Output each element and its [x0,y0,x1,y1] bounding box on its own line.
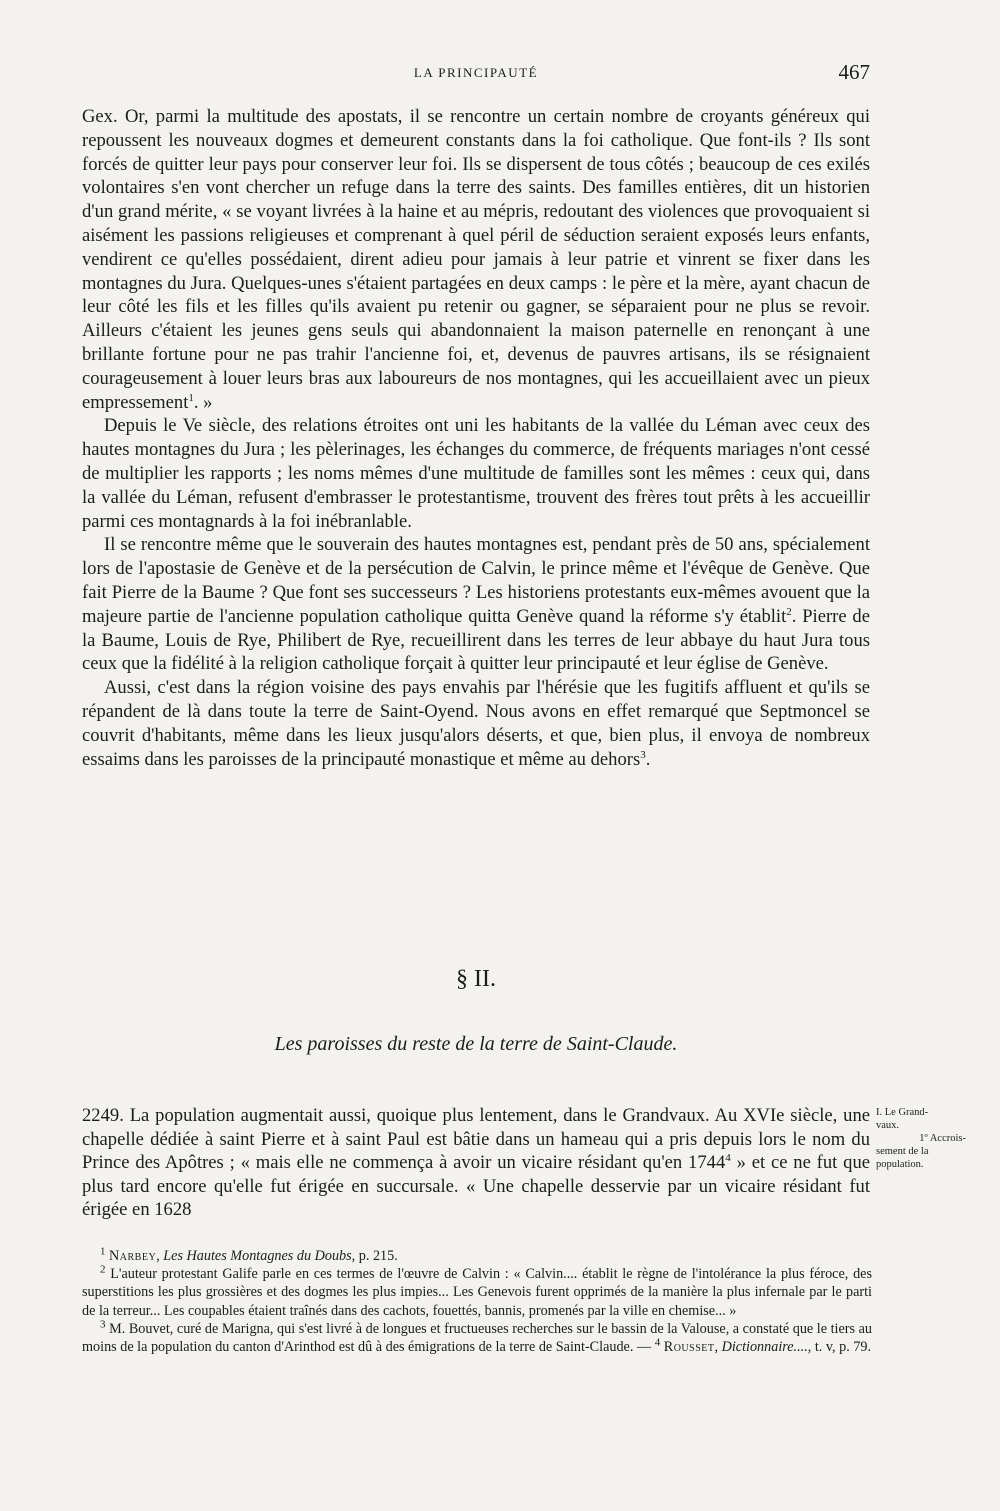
paragraph-2249-text-b: » et ce ne fut que plus tard encore qu'elle fut érigée en succursale. « Une chapelle desservie par un vicaire résidant fut érigée en 1628 [82,1152,870,1220]
paragraph-2249 [82,1104,870,1222]
paragraph-2 [82,414,870,533]
margin-note-line: I. Le Grand- [876,1107,929,1118]
paragraph-2249-text-a: 2249. La population augmentait aussi, quoique plus lentement, dans le Grandvaux. Au XVIe siècle, une chapelle dédiée à saint Pierre et à saint Paul est bâtie dans un hameau qui a pris depuis lors le nom du Prince des Apôtres ; « mais elle ne commença à avoir un vicaire résidant qu'en 1744 [82,1105,870,1173]
paragraph-3-rest: . Pierre de la Baume, Louis de Rye, Philibert de Rye, recueillirent dans les terres de leur abbaye du haut Jura tous ceux que la fidélité à la religion catholique forçait à quitter leur principauté et leur église de Genève. [82,605,870,675]
margin-note-line: population. [876,1159,924,1170]
paragraph-2249-body [82,1104,870,1222]
paragraph-4-end: . [645,748,651,770]
section-number: § II. [456,966,496,992]
footnote-text: L'auteur protestant Galife parle en ces termes de l'œuvre de Calvin : « Calvin.... établit le règne de l'intolérance la plus féroce, des superstitions les plus grossières et des dogmes les plus impies... Les Genevois furent opprimés de la manière la plus infernale par le parti de la terreur... Les coupables étaient traînés dans des cachots, fouettés, bannis, promenés par la ville en chemise... » [82,1266,872,1319]
footnote-3 [82,1320,872,1356]
footnote-ref-1: 1 [188,391,194,404]
footnote-1 [82,1247,872,1265]
margin-note-line: sement de la [876,1146,929,1157]
margin-note-grandvaux [876,1106,966,1171]
footnote-2 [82,1265,872,1320]
footnote-author: Rousset [663,1339,715,1356]
footnote-text: M. Bouvet, curé de Marigna, qui s'est livré à de longues et fructueuses recherches sur le bassin de la Valouse, a constaté que le tiers au moins de la population du canton d'Arinthod est dû à des émigrations de la terre de Saint-Claude. — [82,1320,872,1356]
footnote-ref-3: 3 [640,748,646,761]
footnote-ref-2: 2 [786,605,792,618]
page-number: 467 [838,60,870,84]
paragraph-3 [82,533,870,676]
paragraph-4-text: Aussi, c'est dans la région voisine des pays envahis par l'hérésie que les fugitifs affluent et qu'ils se répandent de là dans toute la terre de Saint-Oyend. Nous avons en effet remarqué que Septmoncel se couvrit d'habitants, même dans les lieux jusqu'alors déserts, et que, bien plus, il envoya de nombreux essaims dans les paroisses de la principauté monastique et même au dehors [82,677,870,770]
running-head [82,60,870,86]
footnote-separator: , [156,1248,164,1264]
footnote-ref-4: 4 [725,1151,731,1164]
section-title: Les paroisses du reste de la terre de Saint-Claude. [274,1033,678,1055]
margin-note-line: vaux. [876,1120,900,1131]
footnote-number: 4 [654,1336,661,1349]
paragraph-2-text: Depuis le Ve siècle, des relations étroites ont uni les habitants de la vallée du Léman avec ceux des hautes montagnes du Jura ; les pèlerinages, les échanges du commerce, de fréquents mariages n'ont cessé de multiplier les rapports ; les noms mêmes d'une multitude de familles sont les mêmes : ceux qui, dans la vallée du Léman, refusent d'embrasser le protestantisme, trouvent des frères tout prêts à les accueillir parmi ces montagnards à la foi inébranlable. [82,415,870,532]
running-title: LA PRINCIPAUTÉ [413,65,539,80]
footnote-number: 3 [100,1318,106,1331]
paragraph-3-text: Il se rencontre même que le souverain des hautes montagnes est, pendant près de 50 ans, spécialement lors de l'apostasie de Genève et de la persécution de Calvin, le prince même et l'évêque de Genève. Que fait Pierre de la Baume ? Que font ses successeurs ? Les historiens protestants eux-mêmes avouent que la majeure partie de l'ancienne population catholique quitta Genève quand la réforme s'y établit [82,534,870,627]
paragraph-1-end: . » [193,391,213,413]
paragraph-1-text: Gex. Or, parmi la multitude des apostats, il se rencontre un certain nombre de croyants généreux qui repoussent les nouveaux dogmes et demeurent constants dans la foi catholique. Que font-ils ? Ils sont forcés de quitter leur pays pour conserver leur foi. Ils se dispersent de tous côtés ; beaucoup de ces exilés volontaires s'en vont chercher un refuge dans la terre des saints. Des familles entières, dit un historien d'un grand mérite, « se voyant livrées à la haine et au mépris, redoutant des violences que provoquaient si aisément les passions religieuses et comprenant à quel péril de séduction seraient exposés leurs enfants, vendirent ce qu'elles possédaient, dirent adieu pour jamais à leur patrie et vinrent se fixer dans les montagnes du Jura. Quelques-unes s'étaient partagées en deux camps : le père et la mère, ayant chacun de leur côté les fils et les filles qu'ils avaient pu retenir ou gagner, se séparaient pour ne plus se revoir. Ailleurs c'étaient les jeunes gens seuls qui abandonnaient la maison paternelle en renonçant à une brillante fortune pour ne pas trahir l'ancienne foi, et, devenus de pauvres artisans, ils se résignaient courageusement à louer leurs bras aux laboureurs de nos montagnes, qui les accueillaient avec un pieux empressement [82,106,870,413]
footnote-rest: , t. v, p. 79. [807,1339,872,1356]
footnote-number: 2 [100,1263,106,1276]
footnote-number: 1 [100,1245,106,1258]
body-text [82,105,870,771]
footnote-title: Les Hautes Montagnes du Doubs [163,1248,352,1264]
paragraph-4 [82,676,870,771]
footnote-author: Narbey [109,1248,157,1264]
footnote-rest: , p. 215. [351,1248,398,1264]
paragraph-1 [82,105,870,414]
footnote-separator: , [714,1339,722,1356]
margin-note-line: 1º Accrois- [919,1133,966,1144]
footnotes [82,1247,872,1356]
footnote-title: Dictionnaire.... [721,1339,808,1356]
